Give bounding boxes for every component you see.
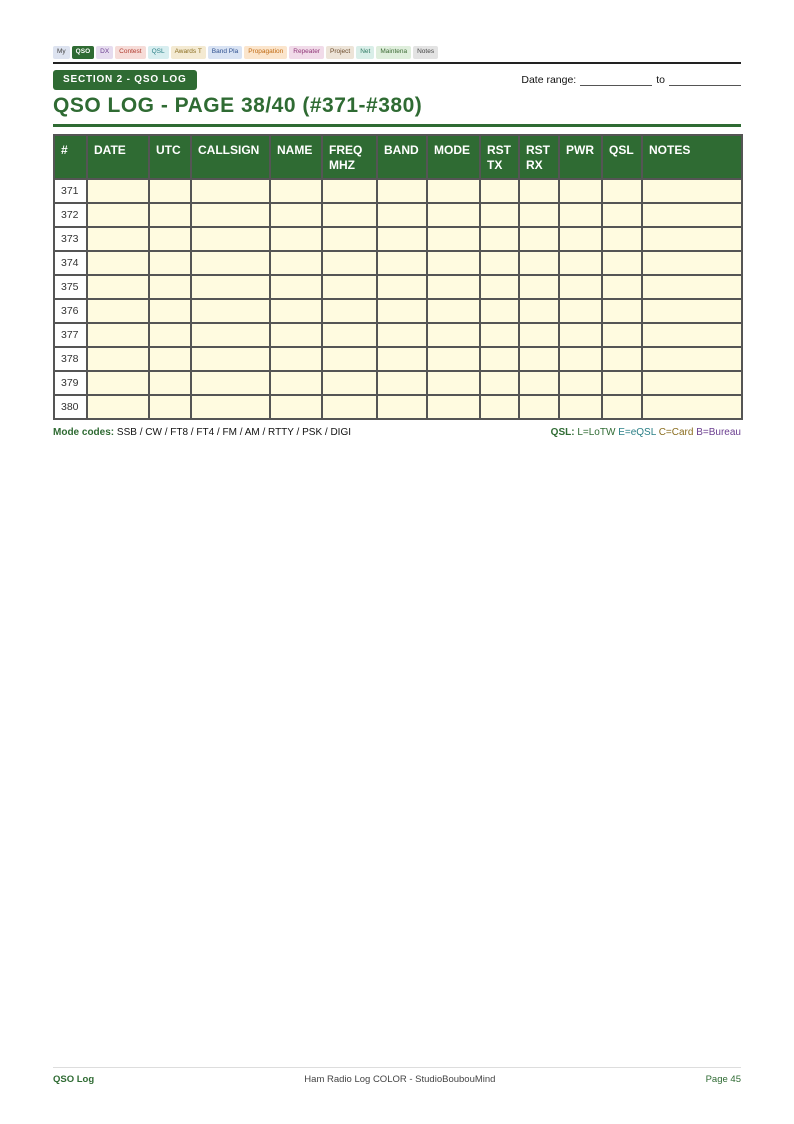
log-entry-cell[interactable]	[270, 371, 322, 395]
log-entry-cell[interactable]	[559, 371, 602, 395]
log-entry-cell[interactable]	[322, 347, 377, 371]
log-entry-cell[interactable]	[149, 347, 191, 371]
log-entry-cell[interactable]	[191, 227, 270, 251]
log-entry-cell[interactable]	[480, 179, 519, 203]
log-entry-cell[interactable]	[322, 227, 377, 251]
log-entry-cell[interactable]	[149, 179, 191, 203]
column-header: FREQ MHZ	[322, 135, 377, 179]
column-header: NAME	[270, 135, 322, 179]
log-entry-cell[interactable]	[559, 323, 602, 347]
date-range-label: Date range:	[521, 74, 577, 86]
row-number: 376	[54, 299, 87, 323]
column-header: QSL	[602, 135, 642, 179]
log-entry-cell[interactable]	[480, 251, 519, 275]
tab-my[interactable]: My	[53, 46, 70, 59]
log-entry-cell[interactable]	[519, 275, 559, 299]
log-entry-cell[interactable]	[270, 395, 322, 419]
log-entry-cell[interactable]	[377, 371, 427, 395]
log-entry-cell[interactable]	[519, 347, 559, 371]
log-entry-cell[interactable]	[322, 251, 377, 275]
log-entry-cell[interactable]	[602, 251, 642, 275]
log-entry-cell[interactable]	[191, 275, 270, 299]
log-entry-cell[interactable]	[87, 275, 149, 299]
log-entry-cell[interactable]	[480, 395, 519, 419]
log-entry-cell[interactable]	[559, 227, 602, 251]
qsl-legend	[551, 427, 741, 438]
log-entry-cell[interactable]	[322, 179, 377, 203]
tab-awards-t[interactable]: Awards T	[171, 46, 206, 59]
log-entry-cell[interactable]	[149, 323, 191, 347]
row-number: 372	[54, 203, 87, 227]
log-entry-cell[interactable]	[87, 323, 149, 347]
column-header: MODE	[427, 135, 480, 179]
log-entry-cell[interactable]	[149, 395, 191, 419]
log-entry-cell[interactable]	[149, 299, 191, 323]
log-entry-cell[interactable]	[149, 227, 191, 251]
mode-codes-list: SSB / CW / FT8 / FT4 / FM / AM / RTTY / PSK / DIGI	[116, 427, 352, 438]
log-entry-cell[interactable]	[602, 347, 642, 371]
log-entry-cell[interactable]	[480, 323, 519, 347]
date-range	[521, 74, 741, 86]
section-badge: SECTION 2 - QSO LOG	[53, 70, 197, 90]
table-header-row	[54, 135, 742, 179]
log-entry-cell[interactable]	[270, 251, 322, 275]
log-entry-cell[interactable]	[642, 323, 742, 347]
column-header: PWR	[559, 135, 602, 179]
log-entry-cell[interactable]	[642, 179, 742, 203]
log-entry-cell[interactable]	[480, 347, 519, 371]
log-entry-cell[interactable]	[642, 275, 742, 299]
log-entry-cell[interactable]	[519, 323, 559, 347]
log-entry-cell[interactable]	[87, 179, 149, 203]
log-entry-cell[interactable]	[322, 299, 377, 323]
title-divider	[53, 124, 741, 127]
table-row	[54, 203, 742, 227]
log-entry-cell[interactable]	[559, 395, 602, 419]
tab-qsl[interactable]: QSL	[148, 46, 169, 59]
log-entry-cell[interactable]	[149, 251, 191, 275]
log-entry-cell[interactable]	[270, 227, 322, 251]
log-entry-cell[interactable]	[149, 371, 191, 395]
tab-contest[interactable]: Contest	[115, 46, 145, 59]
log-entry-cell[interactable]	[427, 227, 480, 251]
log-entry-cell[interactable]	[642, 203, 742, 227]
table-row	[54, 179, 742, 203]
column-header: CALLSIGN	[191, 135, 270, 179]
log-entry-cell[interactable]	[87, 347, 149, 371]
log-entry-cell[interactable]	[519, 179, 559, 203]
log-entry-cell[interactable]	[270, 347, 322, 371]
row-number: 380	[54, 395, 87, 419]
log-entry-cell[interactable]	[270, 323, 322, 347]
log-entry-cell[interactable]	[87, 203, 149, 227]
log-entry-cell[interactable]	[377, 203, 427, 227]
tab-repeater[interactable]: Repeater	[289, 46, 324, 59]
log-entry-cell[interactable]	[322, 395, 377, 419]
log-entry-cell[interactable]	[427, 251, 480, 275]
log-entry-cell[interactable]	[322, 323, 377, 347]
log-entry-cell[interactable]	[191, 251, 270, 275]
log-entry-cell[interactable]	[642, 251, 742, 275]
row-number: 377	[54, 323, 87, 347]
log-entry-cell[interactable]	[191, 371, 270, 395]
row-number: 374	[54, 251, 87, 275]
log-entry-cell[interactable]	[377, 251, 427, 275]
log-entry-cell[interactable]	[87, 299, 149, 323]
log-entry-cell[interactable]	[377, 395, 427, 419]
log-entry-cell[interactable]	[519, 251, 559, 275]
column-header: UTC	[149, 135, 191, 179]
tab-maintena[interactable]: Maintena	[376, 46, 411, 59]
footer-publisher: Ham Radio Log COLOR - StudioBoubouMind	[304, 1074, 496, 1085]
log-entry-cell[interactable]	[191, 299, 270, 323]
log-entry-cell[interactable]	[322, 203, 377, 227]
log-entry-cell[interactable]	[427, 179, 480, 203]
log-entry-cell[interactable]	[149, 203, 191, 227]
log-entry-cell[interactable]	[322, 371, 377, 395]
row-number: 375	[54, 275, 87, 299]
column-header: NOTES	[642, 135, 742, 179]
log-entry-cell[interactable]	[427, 347, 480, 371]
log-entry-cell[interactable]	[87, 227, 149, 251]
log-entry-cell[interactable]	[602, 179, 642, 203]
log-entry-cell[interactable]	[270, 275, 322, 299]
tab-dx[interactable]: DX	[96, 46, 113, 59]
row-number: 373	[54, 227, 87, 251]
tab-project[interactable]: Project	[326, 46, 354, 59]
log-entry-cell[interactable]	[602, 203, 642, 227]
qsl-code: C=Card	[658, 427, 694, 438]
log-entry-cell[interactable]	[519, 395, 559, 419]
page-footer	[53, 1074, 741, 1085]
mode-codes-legend	[53, 427, 351, 438]
log-entry-cell[interactable]	[602, 323, 642, 347]
log-entry-cell[interactable]	[519, 203, 559, 227]
log-entry-cell[interactable]	[427, 395, 480, 419]
qsl-code: L=LoTW	[577, 427, 616, 438]
log-entry-cell[interactable]	[559, 299, 602, 323]
log-entry-cell[interactable]	[377, 275, 427, 299]
top-divider	[53, 62, 741, 64]
log-entry-cell[interactable]	[427, 323, 480, 347]
log-entry-cell[interactable]	[642, 371, 742, 395]
log-entry-cell[interactable]	[480, 299, 519, 323]
mode-codes-label: Mode codes:	[53, 427, 115, 438]
qso-log-table	[53, 134, 743, 420]
footer-section-name: QSO Log	[53, 1074, 95, 1085]
tab-qso[interactable]: QSO	[72, 46, 94, 59]
log-entry-cell[interactable]	[270, 299, 322, 323]
tab-net[interactable]: Net	[356, 46, 374, 59]
column-header: RST RX	[519, 135, 559, 179]
tab-band-pla[interactable]: Band Pla	[208, 46, 242, 59]
log-entry-cell[interactable]	[377, 227, 427, 251]
qsl-legend-label: QSL:	[550, 427, 575, 438]
log-entry-cell[interactable]	[602, 395, 642, 419]
log-entry-cell[interactable]	[191, 179, 270, 203]
column-header: BAND	[377, 135, 427, 179]
log-entry-cell[interactable]	[377, 299, 427, 323]
log-entry-cell[interactable]	[642, 395, 742, 419]
log-entry-cell[interactable]	[642, 347, 742, 371]
qsl-code: E=eQSL	[618, 427, 656, 438]
log-entry-cell[interactable]	[87, 371, 149, 395]
log-entry-cell[interactable]	[642, 227, 742, 251]
log-entry-cell[interactable]	[191, 323, 270, 347]
log-entry-cell[interactable]	[191, 395, 270, 419]
log-entry-cell[interactable]	[602, 299, 642, 323]
log-entry-cell[interactable]	[602, 371, 642, 395]
footer-page-number: Page 45	[705, 1074, 741, 1085]
table-row	[54, 395, 742, 419]
tab-bar	[53, 46, 438, 59]
column-header: #	[54, 135, 87, 179]
log-entry-cell[interactable]	[480, 203, 519, 227]
log-entry-cell[interactable]	[191, 203, 270, 227]
log-entry-cell[interactable]	[427, 299, 480, 323]
table-row	[54, 323, 742, 347]
column-header: RST TX	[480, 135, 519, 179]
tab-propagation[interactable]: Propagation	[244, 46, 287, 59]
log-entry-cell[interactable]	[480, 227, 519, 251]
column-header: DATE	[87, 135, 149, 179]
log-entry-cell[interactable]	[559, 251, 602, 275]
log-entry-cell[interactable]	[377, 323, 427, 347]
log-entry-cell[interactable]	[427, 371, 480, 395]
table-row	[54, 347, 742, 371]
table-row	[54, 227, 742, 251]
log-entry-cell[interactable]	[427, 203, 480, 227]
table-row	[54, 251, 742, 275]
tab-notes[interactable]: Notes	[413, 46, 438, 59]
log-entry-cell[interactable]	[480, 275, 519, 299]
log-entry-cell[interactable]	[377, 347, 427, 371]
table-row	[54, 275, 742, 299]
page-title: QSO LOG - PAGE 38/40 (#371-#380)	[53, 94, 423, 117]
log-entry-cell[interactable]	[149, 275, 191, 299]
row-number: 371	[54, 179, 87, 203]
log-entry-cell[interactable]	[559, 347, 602, 371]
row-number: 379	[54, 371, 87, 395]
row-number: 378	[54, 347, 87, 371]
log-entry-cell[interactable]	[559, 275, 602, 299]
log-entry-cell[interactable]	[519, 299, 559, 323]
log-entry-cell[interactable]	[559, 179, 602, 203]
table-row	[54, 371, 742, 395]
log-entry-cell[interactable]	[480, 371, 519, 395]
date-range-start-field[interactable]	[580, 76, 652, 86]
log-entry-cell[interactable]	[519, 227, 559, 251]
log-entry-cell[interactable]	[87, 395, 149, 419]
date-range-end-field[interactable]	[669, 76, 741, 86]
log-entry-cell[interactable]	[87, 251, 149, 275]
date-range-to-label: to	[656, 74, 665, 86]
log-entry-cell[interactable]	[559, 203, 602, 227]
log-entry-cell[interactable]	[427, 275, 480, 299]
log-entry-cell[interactable]	[377, 179, 427, 203]
log-entry-cell[interactable]	[322, 275, 377, 299]
log-entry-cell[interactable]	[602, 227, 642, 251]
log-entry-cell[interactable]	[642, 299, 742, 323]
log-entry-cell[interactable]	[270, 203, 322, 227]
log-entry-cell[interactable]	[270, 179, 322, 203]
log-entry-cell[interactable]	[191, 347, 270, 371]
table-row	[54, 299, 742, 323]
log-entry-cell[interactable]	[602, 275, 642, 299]
qsl-code: B=Bureau	[696, 427, 741, 438]
log-entry-cell[interactable]	[519, 371, 559, 395]
footer-divider	[53, 1067, 741, 1068]
